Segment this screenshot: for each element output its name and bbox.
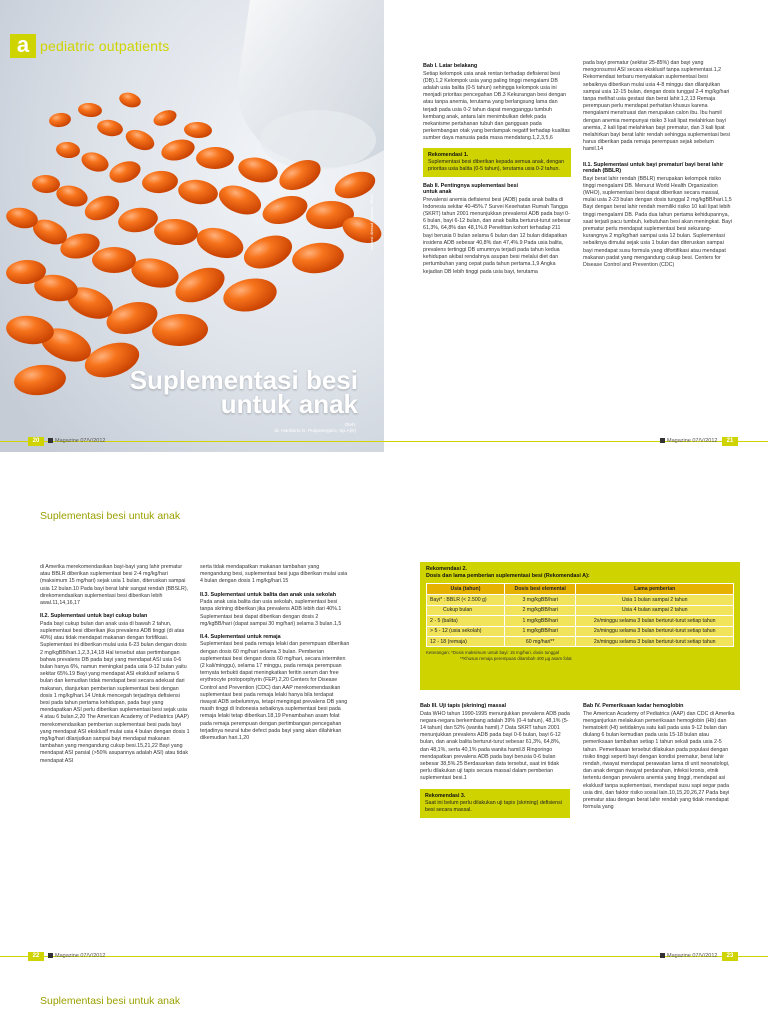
paragraph: Data WHO tahun 1990-1995 menunjukkan prevalens ADB pada negara-negara berkembang adalah 39% (0-4 tahun), 48,1% (5-14 tahun) dan 52% (wanita hamil).7 Data SKRT tahun 2001 menunjukkan prevalens ADB pada bayi 0-6 bulan, bayi 6-12 bulan, dan anak balita berturut-turut sebesar 61,3%, 64,8%, dan 48,1%, serta 40,1% pada wanita hamil.8 Ringoringo mendapatkan prevalens ADB pada bayi berusia 0-6 bulan sebesar 38,5%.25 Berdasarkan data tersebut, saat ini tidak perlu dilakukan uji tapis secara massal dalam pemberian suplementasi besi.1 (420, 710, 570, 782)
recommendation-title: Rekomendasi 1. (428, 151, 469, 158)
table-header-row (427, 584, 734, 595)
folio-text: Magazine 07/V/2012 (667, 953, 718, 959)
recommendation-box (420, 789, 570, 818)
heading: II.1. Suplementasi untuk bayi prematur/ bayi berat lahir rendah (BBLR) (583, 161, 724, 175)
recommendation-subtitle: Dosis dan lama pemberian suplementasi besi (Rekomendasi A): (426, 573, 590, 579)
table-cell: > 5 - 12 (usia sekolah) (427, 626, 505, 636)
spread-1 (0, 0, 768, 480)
table-cell: Usia 1 bulan sampai 2 tahun (576, 595, 734, 605)
recommendation-title: Rekomendasi 3. (425, 792, 466, 799)
table-note: **Khusus remaja perempuan ditambah 400 μg asam folat (460, 656, 572, 662)
page-number-left: 22 (28, 952, 44, 961)
recommendation-2-box (420, 562, 740, 690)
table-cell: 3 mg/kgBB/hari (504, 595, 575, 605)
table-cell: 12 - 18 (remaja) (427, 637, 505, 647)
magazine-logo-icon (48, 438, 53, 443)
byline (200, 423, 356, 435)
heading: Bab IV. Pemeriksaan kadar hemoglobin (583, 703, 684, 709)
table-cell: 60 mg/hari** (504, 637, 575, 647)
page-number-right: 23 (722, 952, 738, 961)
table-cell: 1 mg/kgBB/hari (504, 626, 575, 636)
table-row (427, 595, 734, 605)
section-banner (0, 34, 384, 58)
spread2-column-3 (420, 700, 570, 950)
table-row (427, 626, 734, 636)
table-cell: 2 - 5 (balita) (427, 616, 505, 626)
article-title-line-2: untuk anak (220, 389, 358, 419)
heading: II.3. Suplementasi untuk balita dan anak usia sekolah (200, 591, 337, 598)
byline-label: Oleh: (344, 423, 356, 428)
paragraph: di Amerika merekomendasikan bayi-bayi yang lahir prematur atau BBLR diberikan suplementasi besi 2-4 mg/kg/hari (maksimum 15 mg/hari) sejak usia 1 bulan, diteruskan sampai usia 12 bulan.10 Pada bayi berat lahir sangat rendah (BBSLR), direkomendasikan suplementasi besi diberikan lebih awal.11,14,16,17 (40, 564, 189, 607)
recommendation-title: Rekomendasi 2. (426, 566, 468, 572)
page-number-left: 20 (28, 437, 44, 446)
table-cell: 2x/minggu selama 3 bulan berturut-turut setiap tahun (576, 616, 734, 626)
article-title-line-1: Suplementasi besi (129, 365, 358, 395)
spread1-column-1 (423, 60, 571, 452)
section-letter-box (10, 34, 36, 58)
heading: II.2. Suplementasi untuk bayi cukup bulan (40, 613, 148, 620)
heading (423, 183, 571, 196)
section-letter: a (16, 32, 30, 57)
paragraph: Pada anak usia balita dan usia sekolah, suplementasi besi tanpa skrining diberikan jika prevalens ADB lebih dari 40%.1 Suplementasi besi dapat diberikan dengan dosis 2 mg/kgBB/hari (dapat sampai 30 mg/hari) selama 3 bulan.1,5 (200, 599, 342, 627)
folio-left (48, 438, 105, 444)
paragraph: pada bayi prematur (sekitar 25-85%) dan bayi yang mengonsumsi ASI secara eksklusif tanpa suplementasi.1,2 Rekomendasi terbaru menyatakan suplementasi besi sebaiknya diberikan mulai usia 4-8 minggu dan dilanjutkan sampai usia 12-15 bulan, dengan dosis tunggal 2-4 mg/kg/hari tanpa melihat usia gestasi dan berat lahir.1,2,13 Remaja perempuan perlu mendapat perhatian khusus karena mengalami menstruasi dan merupakan calon ibu. Ibu hamil dengan anemia mempunyai risiko 3 kali lipat melahirkan bayi anemia, 2 kali lipat melahirkan bayi prematur, dan 3 kali lipat melahirkan bayi berat lahir rendah sehingga suplementasi besi harus diberikan pada remaja perempuan sejak sebelum hamil.14 (583, 60, 730, 153)
folio-text: Magazine 07/V/2012 (667, 438, 718, 444)
table-cell: 2x/minggu selama 3 bulan berturut-turut setiap tahun (576, 626, 734, 636)
table-cell: Cukup bulan (427, 605, 505, 615)
magazine-logo-icon (660, 438, 665, 443)
recommendation-box (423, 148, 571, 177)
heading: II.4. Suplementasi untuk remaja (200, 633, 281, 640)
running-header-next: Suplementasi besi untuk anak (40, 995, 181, 1007)
table-row (427, 605, 734, 615)
spread2-column-1 (40, 564, 190, 949)
spread-2 (0, 480, 768, 970)
paragraph: Pada bayi cukup bulan dan anak usia di bawah 2 tahun, suplementasi besi diberikan jika prevalens ADB tinggi (di atas 40%) atau tidak mendapat makanan dengan fortifikasi. Suplementasi ini diberikan mulai usia 6-23 bulan dengan dosis 2 mg/kgBB/hari.1,2,3,14,18 Hal tersebut atas pertimbangan bahwa prevalens DB pada bayi yang mendapat ASI usia 0-6 bulan hanya 6%, namun meningkat pada usia 9-12 bulan yaitu sekitar 65%.19 Bayi yang mendapat ASI eksklusif selama 6 bulan dan kemudian tidak mendapat besi secara adekuat dari makanan, dianjurkan pemberian suplementasi besi dengan dosis 1 mg/kg/hari.14 Untuk mencegah terjadinya defisiensi besi pada tahun pertama kehidupan, pada bayi yang mendapatkan ASI perlu diberikan suplementasi besi sejak usia 4 atau 6 bulan.2,20 The American Academy of Pediatrics (AAP) merekomendasikan pemberian suplementasi besi pada bayi yang mendapat ASI eksklusif mulai usia 4 bulan dengan dosis 1 mg/kg/hari dilanjutkan sampai bayi mendapat makanan tambahan yang mengandung cukup besi.15,21,22 Bayi yang mendapat ASI parsial (>50% asupannya adalah ASI) atau tidak mendapat ASI (40, 620, 190, 764)
paragraph: Setiap kelompok usia anak rentan terhadap defisiensi besi (DB).1,2 Kelompok usia yang paling tinggi mengalami DB adalah usia balita (0-5 tahun) sehingga kelompok usia ini menjadi prioritas pencegahan DB.3 Kekurangan besi dengan atau tanpa anemia, terutama yang berlangsung lama dan terjadi pada usia 0-2 tahun dapat mengganggu tumbuh kembang anak, antara lain menimbulkan defek pada mekanisme pertahanan tubuh dan gangguan pada perkembangan otak yang berdampak negatif terhadap kualitas sumber daya manusia pada masa mendatang.1,2,3,5,6 (423, 70, 570, 142)
page-number-right: 21 (722, 437, 738, 446)
table-row (427, 637, 734, 647)
table-cell: 2x/minggu selama 3 bulan berturut-turut setiap tahun (576, 637, 734, 647)
heading: Bab I. Latar belakang (423, 63, 478, 69)
table-row (427, 616, 734, 626)
photo-credit: Ilustrasi: Ahmad Sibaweh / iStock (370, 193, 374, 250)
recommendation-text: Suplementasi besi diberikan kepada semua anak, dengan prioritas usia balita (0-5 tahun), terutama usia 0-2 tahun. (428, 158, 565, 172)
column-header: Dosis besi elemental (504, 584, 575, 595)
heading-line: Bab II. Pentingnya suplementasi besi (423, 182, 518, 189)
magazine-logo-icon (48, 953, 53, 958)
folio-right (660, 438, 717, 444)
heading-line: untuk anak (423, 189, 452, 196)
pill-shape (92, 247, 136, 273)
folio-text: Magazine 07/V/2012 (55, 953, 106, 959)
recommendation-text: Saat ini belum perlu dilakukan uji tapis (skrining) defisiensi besi secara massal. (425, 799, 562, 813)
paragraph: Prevalensi anemia defisiensi besi (ADB) pada anak balita di Indonesia sekitar 40-45%.7 Survei Kesehatan Rumah Tangga (SKRT) tahun 2001 menunjukkan prevalensi ADB pada bayi 0-6 bulan, bayi 6-12 bulan, dan anak balita berturut-turut sebesar 61,3%, 64,8% dan 48,1%.8 Penelitian kohort terhadap 211 bayi berusia 0 bulan selama 6 bulan dan 12 bulan didapatkan insidens ADB sebesar 40,8% dan 47,4%.9 Pada usia balita, prevalens tertinggi DB umumnya terjadi pada tahun kedua kehidupan akibat rendahnya asupan besi melalui diet dan pertumbuhan yang cepat pada tahun pertama.1,9 Angka kejadian DB lebih tinggi pada usia bayi, terutama (423, 196, 571, 275)
table-cell: Bayi* : BBLR (< 2.500 g) (427, 595, 505, 605)
dose-table (426, 583, 734, 647)
column-header: Usia (tahun) (427, 584, 505, 595)
byline-author: dr. Hardiono D. Pusponegoro, Sp.A(K) (274, 429, 356, 434)
paragraph: Suplementasi besi pada remaja lelaki dan perempuan diberikan dengan dosis 60 mg/hari selama 3 bulan. Pemberian suplementasi besi dengan dosis 60 mg/hari, secara intermiten (2 kali/minggu), selama 17 minggu, pada remaja perempuan ternyata terbukti dapat meningkatkan feritin serum dan free erythrocyte protoporphyrin (FEP).2,20 Centers for Disease Control and Prevention (CDC) dan AAP merekomendasikan suplementasi besi pada remaja lelaki hanya bila terdapat riwayat ADB sebelumnya, tetapi mengingat prevalens DB yang masih tinggi di Indonesia sebaiknya suplementasi besi pada remaja lelaki tetap diberikan.18,19 Penambahan asam folat pada remaja perempuan dengan pertimbangan pencegahan terjadinya neural tube defect pada bayi yang akan dilahirkan dikemudian hari.1,20 (200, 641, 350, 742)
running-header: Suplementasi besi untuk anak (40, 510, 181, 522)
paragraph: The American Academy of Pediatrics (AAP) dan CDC di Amerika menganjurkan melakukan pemeriksaan hemoglobin (Hb) dan hematokrit (Ht) setidaknya satu kali pada usia 9-12 bulan dan diulang 6 bulan kemudian pada usia 15-18 bulan atau pemeriksaan tambahan setiap 1 tahun sekali pada usia 2-5 tahun. Pemeriksaan tersebut dilakukan pada populasi dengan risiko tinggi seperti bayi dengan kondisi prematur, berat lahir rendah, riwayat mendapat perawatan lama di unit neonatologi, dan anak dengan riwayat perdarahan, infeksi kronis, etnik tertentu dengan prevalens anemia yang tinggi, mendapat asi eksklusif tanpa suplementasi, mendapat susu sapi segar pada usia dini, dan faktor risiko sosial lain.10,15,20,26,27 Pada bayi prematur atau dengan berat lahir rendah yang tidak mendapat formula yang (583, 710, 735, 811)
table-cell: 2 mg/kgBB/hari (504, 605, 575, 615)
section-label: pediatric outpatients (40, 38, 170, 54)
spread2-column-2 (200, 564, 350, 949)
folio-text: Magazine 07/V/2012 (55, 438, 106, 444)
article-title (60, 365, 358, 419)
table-note: Keterangan: *Dosis maksimum untuk bayi: 15 mg/hari, dosis tunggal (426, 650, 560, 656)
table-cell: Usia 4 bulan sampai 2 tahun (576, 605, 734, 615)
table-cell: 1 mg/kgBB/hari (504, 616, 575, 626)
magazine-logo-icon (660, 953, 665, 958)
paragraph: serta tidak mendapatkan makanan tambahan yang mengandung besi, suplementasi besi juga diberikan mulai usia 4 bulan dengan dosis 1 mg/kg/hari.15 (200, 564, 348, 585)
heading: Bab III. Uji tapis (skrining) massal (420, 703, 506, 709)
folio-right (660, 953, 717, 959)
footer-rule (0, 956, 768, 957)
folio-left (48, 953, 105, 959)
column-header: Lama pemberian (576, 584, 734, 595)
footer-rule (0, 441, 768, 442)
paragraph: Bayi berat lahir rendah (BBLR) merupakan kelompok risiko tinggi mengalami DB. Menurut World Health Organization (WHO), suplementasi besi dapat diberikan secara massal, mulai usia 2-23 bulan dengan dosis tunggal 2 mg/kgBB/hari.1,5 Bayi dengan berat lahir rendah memiliki risiko 10 kali lipat lebih tinggi mengalami DB. Pada dua tahun pertama kehidupannya, saat terjadi pacu tumbuh, kebutuhan besi akan meningkat. Bayi prematur perlu mendapat suplementasi besi sekurang-kurangnya 2 mg/kg/hari sampai usia 12 bulan. Suplementasi sebaiknya dimulai sejak usia 1 bulan dan diteruskan sampai bayi mendapat susu formula yang difortifikasi atau mendapat makanan padat yang mengandung cukup besi. Centers for Disease Control and Prevention (CDC) (583, 175, 732, 269)
spread2-column-4 (583, 700, 735, 950)
spread1-column-2 (583, 60, 733, 452)
